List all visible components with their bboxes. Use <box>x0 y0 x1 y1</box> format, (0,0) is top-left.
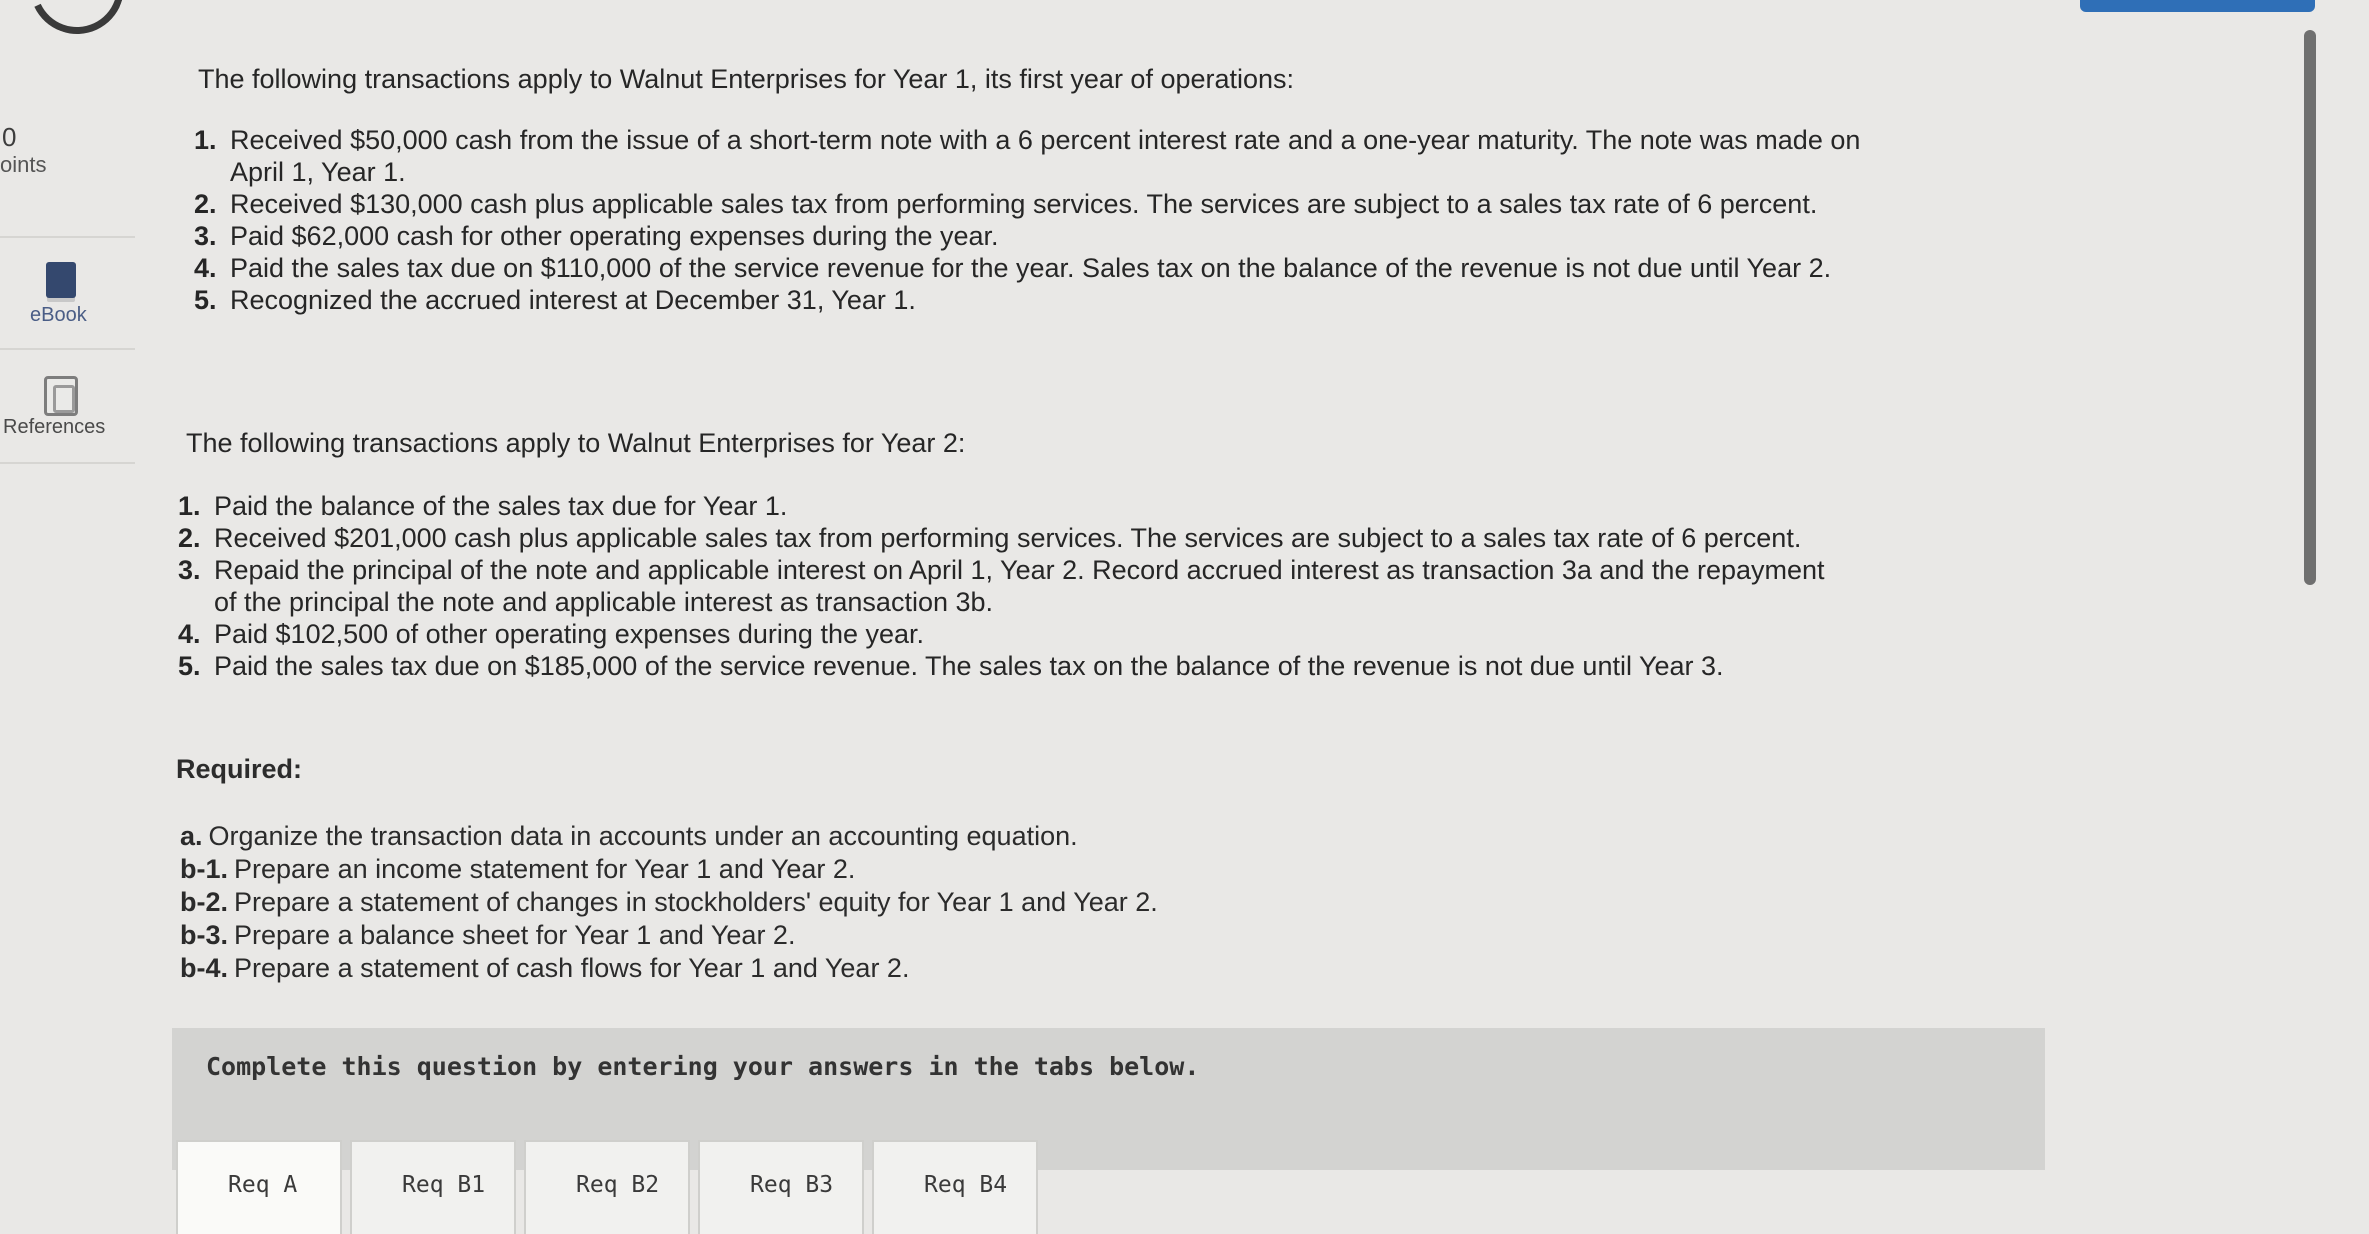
sidebar-item-ebook[interactable]: eBook <box>30 304 87 326</box>
list-item: b-4. Prepare a statement of cash flows for Year 1 and Year 2. <box>180 953 910 983</box>
list-item: a. Organize the transaction data in accounts under an accounting equation. <box>180 821 1078 851</box>
top-action-button[interactable] <box>2080 0 2315 12</box>
list-item: b-1. Prepare an income statement for Year 1 and Year 2. <box>180 854 856 884</box>
list-item: 3. Repaid the principal of the note and applicable interest on April 1, Year 2. Record accrued interest as transaction 3a and the repayment of the principal the note and applicable interest as transaction 3b. <box>178 555 1825 617</box>
points-label: oints <box>0 152 47 177</box>
tab-req-b2[interactable]: Req B2 <box>524 1140 690 1234</box>
sidebar-item-references[interactable]: References <box>3 416 106 438</box>
sidebar <box>0 0 135 1234</box>
year2-intro: The following transactions apply to Walnut Enterprises for Year 2: <box>186 428 966 458</box>
tab-req-a[interactable]: Req A <box>176 1140 342 1234</box>
list-item: b-3. Prepare a balance sheet for Year 1 and Year 2. <box>180 920 796 950</box>
sidebar-divider <box>0 236 135 238</box>
tab-req-b4[interactable]: Req B4 <box>872 1140 1038 1234</box>
required-list <box>180 820 1158 985</box>
list-item: 4. Paid $102,500 of other operating expenses during the year. <box>178 619 925 649</box>
year2-transactions <box>178 490 1838 682</box>
list-item: 2. Received $130,000 cash plus applicable sales tax from performing services. The services are subject to a sales tax rate of 6 percent. <box>194 189 1818 219</box>
book-icon[interactable] <box>46 262 76 298</box>
points-value: 0 <box>2 122 17 152</box>
scrollbar[interactable] <box>2304 30 2316 585</box>
list-item: 1. Received $50,000 cash from the issue of a short-term note with a 6 percent interest rate and a one-year maturity. The note was made on April 1, Year 1. <box>194 125 1861 187</box>
list-item: b-2. Prepare a statement of changes in stockholders' equity for Year 1 and Year 2. <box>180 887 1158 917</box>
tab-bar <box>176 1140 1046 1234</box>
list-item: 3. Paid $62,000 cash for other operating expenses during the year. <box>194 221 999 251</box>
sidebar-divider <box>0 462 135 464</box>
list-item: 5. Recognized the accrued interest at December 31, Year 1. <box>194 285 916 315</box>
tab-req-b3[interactable]: Req B3 <box>698 1140 864 1234</box>
list-item: 1. Paid the balance of the sales tax due for Year 1. <box>178 491 788 521</box>
list-item: 2. Received $201,000 cash plus applicable sales tax from performing services. The services are subject to a sales tax rate of 6 percent. <box>178 523 1802 553</box>
required-heading: Required: <box>176 754 303 784</box>
year1-intro: The following transactions apply to Walnut Enterprises for Year 1, its first year of operations: <box>198 64 1295 94</box>
references-icon[interactable] <box>44 376 78 416</box>
list-item: 4. Paid the sales tax due on $110,000 of the service revenue for the year. Sales tax on the balance of the revenue is not due until Year 2. <box>194 253 1832 283</box>
instructions-banner: Complete this question by entering your answers in the tabs below. <box>172 1028 2045 1170</box>
list-item: 5. Paid the sales tax due on $185,000 of the service revenue. The sales tax on the balance of the revenue is not due until Year 3. <box>178 651 1724 681</box>
sidebar-divider <box>0 348 135 350</box>
tab-req-b1[interactable]: Req B1 <box>350 1140 516 1234</box>
year1-transactions <box>194 124 1894 316</box>
